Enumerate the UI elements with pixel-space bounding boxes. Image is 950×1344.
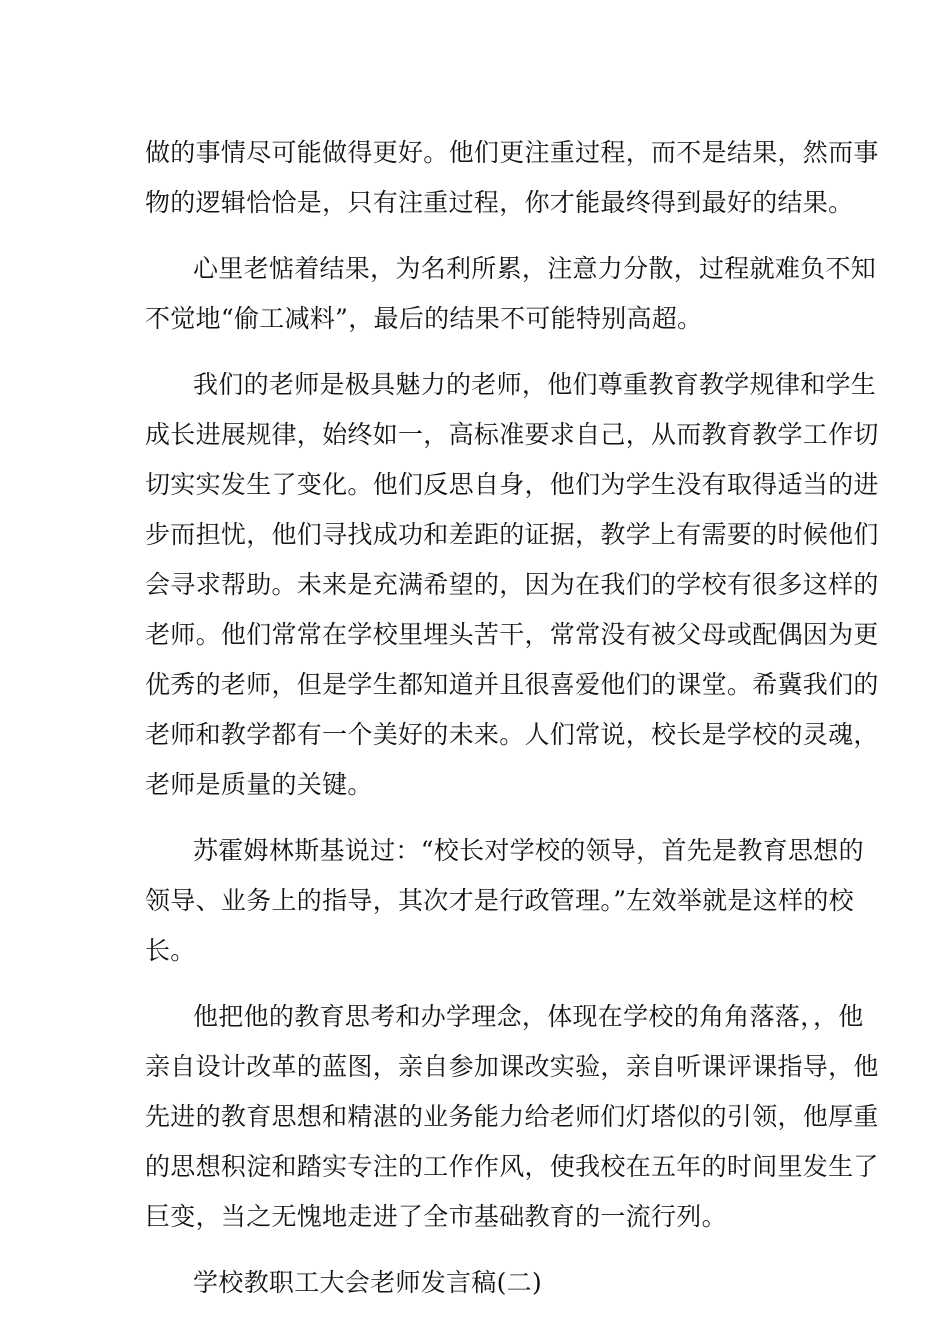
text-line: 步而担忧，他们寻找成功和差距的证据，教学上有需要的时候他们	[145, 520, 879, 549]
text-line: 领导、业务上的指导，其次才是行政管理。”左效举就是这样的校	[145, 886, 854, 915]
text-line: 做的事情尽可能做得更好。他们更注重过程，而不是结果，然而事	[145, 138, 879, 167]
text-line: 巨变，当之无愧地走进了全市基础教育的一流行列。	[145, 1202, 727, 1231]
paragraph-5	[145, 992, 879, 1242]
text-line: 苏霍姆林斯基说过：“校长对学校的领导，首先是教育思想的	[193, 836, 864, 865]
text-line: 亲自设计改革的蓝图，亲自参加课改实验，亲自听课评课指导，他	[145, 1052, 879, 1081]
paragraph-3	[145, 360, 879, 810]
paragraph-1	[145, 128, 879, 228]
text-line: 会寻求帮助。未来是充满希望的，因为在我们的学校有很多这样的	[145, 570, 879, 599]
paragraph-2	[145, 244, 877, 344]
paragraph-4	[145, 826, 864, 976]
text-line: 他把他的教育思考和办学理念，体现在学校的角角落落，，他	[193, 1002, 864, 1031]
text-line: 不觉地“偷工减料”，最后的结果不可能特别高超。	[145, 304, 703, 333]
heading-line: 学校教职工大会老师发言稿(二)	[193, 1268, 543, 1297]
text-line: 长。	[145, 936, 196, 965]
text-line: 我们的老师是极具魅力的老师，他们尊重教育教学规律和学生	[193, 370, 877, 399]
text-line: 先进的教育思想和精湛的业务能力给老师们灯塔似的引领，他厚重	[145, 1102, 879, 1131]
text-line: 切实实发生了变化。他们反思自身，他们为学生没有取得适当的进	[145, 470, 879, 499]
section-heading	[145, 1258, 807, 1308]
text-line: 老师是质量的关键。	[145, 770, 373, 799]
document-body	[145, 128, 879, 1308]
text-line: 的思想积淀和踏实专注的工作作风，使我校在五年的时间里发生了	[145, 1152, 879, 1181]
text-line: 老师。他们常常在学校里埋头苦干，常常没有被父母或配偶因为更	[145, 620, 879, 649]
text-line: 成长进展规律，始终如一，高标准要求自己，从而教育教学工作切	[145, 420, 879, 449]
text-line: 心里老惦着结果，为名利所累，注意力分散，过程就难负不知	[193, 254, 877, 283]
text-line: 老师和教学都有一个美好的未来。人们常说，校长是学校的灵魂，	[145, 720, 879, 749]
text-line: 优秀的老师，但是学生都知道并且很喜爱他们的课堂。希冀我们的	[145, 670, 879, 699]
text-line: 物的逻辑恰恰是，只有注重过程，你才能最终得到最好的结果。	[145, 188, 854, 217]
